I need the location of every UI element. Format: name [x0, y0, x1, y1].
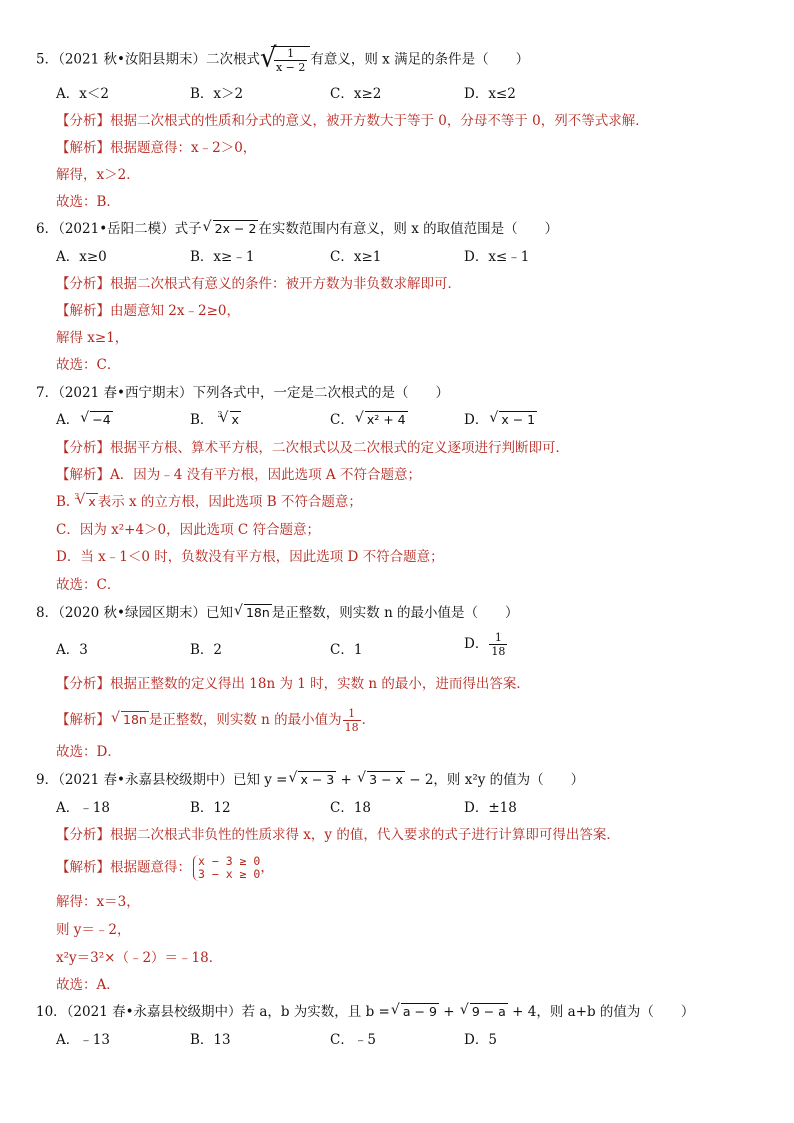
q8-stem-post: 是正整数，则实数 n 的最小值是（ ） — [271, 605, 519, 621]
q5-answer: 故选：B． — [56, 194, 120, 210]
q9-solution-pre: 【解析】根据题意得： — [56, 859, 191, 876]
q10-stem — [36, 1002, 754, 1022]
q7-option-a-radical — [81, 410, 112, 430]
q10-stem-post: + 4，则 a+b 的值为（ ） — [507, 1004, 695, 1020]
q7-stem: 7．（2021 春•西宁期末）下列各式中，一定是二次根式的是（ ） — [36, 385, 449, 401]
q9-solution — [56, 855, 754, 881]
q8-option-d-den: 18 — [491, 645, 506, 658]
q6-stem — [36, 219, 754, 239]
q5-stem — [36, 46, 754, 74]
q5-option-b: B．x＞2 — [190, 86, 244, 102]
q7-line-d: D．当 x﹣1＜0 时，负数没有平方根，因此选项 D 不符合题意； — [56, 549, 444, 565]
q10-radicand-2: 9 − a — [471, 1004, 506, 1019]
q6-step1: 解得 x≥1， — [56, 330, 129, 346]
q10-option-c: C．﹣5 — [330, 1032, 376, 1048]
q6-option-c: C．x≥1 — [330, 249, 382, 265]
q6-option-a: A．x≥0 — [56, 249, 107, 265]
q10-option-b: B．13 — [190, 1032, 231, 1048]
q7-line-b-index: 3 — [74, 492, 80, 501]
q7-option-c-label: C． — [330, 412, 354, 428]
q8-option-b: B．2 — [190, 642, 223, 658]
q6-radical — [204, 219, 259, 239]
q10-radicand-1: a − 9 — [402, 1004, 437, 1019]
q9-radicand-2: 3 − x — [369, 772, 403, 787]
q6-option-d: D．x≤﹣1 — [464, 249, 530, 265]
q9-option-d: D．±18 — [464, 800, 517, 816]
q9-analysis: 【分析】根据二次根式非负性的性质求得 x，y 的值，代入要求的式子进行计算即可得出答案． — [56, 827, 620, 843]
q9-system-eq1: x − 3 ≥ 0 — [198, 854, 261, 868]
q8-stem-pre: 8．（2020 秋•绿园区期末）已知 — [36, 605, 233, 621]
q8-option-a: A．3 — [56, 642, 88, 658]
q9-radicand-1: x − 3 — [300, 772, 335, 787]
q9-stem — [36, 770, 754, 790]
q10-plus: + — [438, 1004, 459, 1020]
q8-solution — [56, 707, 754, 734]
q9-answer: 故选：A． — [56, 977, 120, 993]
q9-option-c: C．18 — [330, 800, 372, 816]
q7-line-b-post: 表示 x 的立方根，因此选项 B 不符合题意； — [97, 494, 362, 510]
q7-solution: 【解析】A．因为﹣4 没有平方根，因此选项 A 不符合题意； — [56, 467, 421, 483]
q7-option-b-label: B． — [190, 412, 214, 428]
q5-analysis: 【分析】根据二次根式的性质和分式的意义，被开方数大于等于 0，分母不等于 0，列不等式求解． — [56, 113, 649, 129]
q8-option-d — [464, 631, 508, 658]
q10-radical-2 — [461, 1002, 508, 1022]
q8-option-c: C．1 — [330, 642, 363, 658]
q7-option-d-radicand: x − 1 — [501, 412, 536, 427]
q8-option-d-label: D． — [464, 636, 489, 652]
q7-option-b-index: 3 — [217, 410, 223, 419]
q6-option-b: B．x≥﹣1 — [190, 249, 255, 265]
q8-solution-pre: 【解析】 — [56, 712, 110, 728]
q6-analysis: 【分析】根据二次根式有意义的条件：被开方数为非负数求解即可． — [56, 276, 461, 292]
q7-option-d — [464, 410, 537, 430]
q6-solution: 【解析】由题意知 2x﹣2≥0， — [56, 303, 240, 319]
q5-option-d: D．x≤2 — [464, 86, 516, 102]
q7-option-b — [190, 410, 241, 432]
q10-option-d: D．5 — [464, 1032, 497, 1048]
q7-line-b-radicand: x — [88, 494, 96, 509]
q9-solution-end: ， — [260, 859, 274, 876]
q10-stem-pre: 10．（2021 春•永嘉县校级期中）若 a，b 为实数，且 b = — [36, 1004, 390, 1020]
q9-plus: + — [336, 772, 357, 788]
q8-radicand: 18n — [245, 605, 270, 620]
q6-stem-pre: 6．（2021•岳阳二模）式子 — [36, 221, 202, 237]
q7-option-b-radical — [221, 410, 241, 430]
q7-analysis: 【分析】根据平方根、算术平方根，二次根式以及二次根式的定义逐项进行判断即可． — [56, 440, 569, 456]
q9-radical-2 — [358, 770, 405, 790]
q7-option-d-label: D． — [464, 412, 489, 428]
q7-option-c — [330, 410, 408, 430]
q9-option-a: A．﹣18 — [56, 800, 110, 816]
q8-stem — [36, 603, 754, 623]
q5-option-a: A．x＜2 — [56, 86, 109, 102]
q7-option-d-radical — [490, 410, 537, 430]
q8-option-d-num: 1 — [494, 631, 502, 644]
q8-option-d-frac — [489, 631, 507, 658]
q7-option-a — [56, 410, 113, 430]
q8-solution-frac — [343, 707, 361, 734]
q6-answer: 故选：C． — [56, 357, 121, 373]
q10-radical-1 — [392, 1002, 439, 1022]
q9-system — [193, 855, 260, 881]
q5-frac-num: √ 1 — [287, 47, 295, 60]
q9-step1: 解得：x＝3， — [56, 894, 140, 910]
q5-option-c: C．x≥2 — [330, 86, 382, 102]
q7-line-b-pre: B. — [56, 494, 71, 510]
q7-option-c-radical — [356, 410, 408, 430]
q9-radical-1 — [289, 770, 336, 790]
q7-option-a-label: A． — [56, 412, 80, 428]
q9-step3: x²y＝3²×（﹣2）＝﹣18． — [56, 950, 223, 966]
q5-solution: 【解析】根据题意得：x﹣2＞0， — [56, 140, 257, 156]
q5-step1: 解得，x＞2． — [56, 167, 140, 183]
q8-answer: 故选：D． — [56, 744, 121, 760]
q7-answer: 故选：C． — [56, 577, 121, 593]
q5-frac-den: x − 2 — [275, 61, 306, 74]
q10-option-a: A．﹣13 — [56, 1032, 110, 1048]
q7-option-a-radicand: −4 — [92, 412, 111, 427]
q5-radical — [260, 46, 310, 74]
q8-solution-radical — [112, 710, 149, 730]
q7-line-b — [56, 492, 754, 514]
q7-line-c: C．因为 x²+4＞0，因此选项 C 符合题意； — [56, 522, 321, 538]
q8-solution-radicand: 18n — [123, 712, 147, 727]
q8-solution-end: ． — [361, 712, 376, 728]
q8-solution-mid: 是正整数，则实数 n 的最小值为 — [148, 712, 342, 728]
q6-stem-post: 在实数范围内有意义，则 x 的取值范围是（ ） — [258, 221, 559, 237]
q6-radicand: 2x − 2 — [214, 221, 257, 236]
q7-option-c-radicand: x² + 4 — [366, 412, 406, 427]
q9-system-eq2: 3 − x ≥ 0 — [198, 867, 261, 881]
q5-stem-pre: 5．（2021 秋•汝阳县期末）二次根式 — [36, 51, 260, 68]
q9-step2: 则 y＝﹣2， — [56, 922, 131, 938]
q9-stem-post: − 2，则 x²y 的值为（ ） — [404, 772, 585, 788]
q5-stem-post: 有意义，则 x 满足的条件是（ ） — [310, 51, 530, 68]
q8-analysis: 【分析】根据正整数的定义得出 18n 为 1 时，实数 n 的最小，进而得出答案． — [56, 676, 530, 692]
q8-solution-num: 1 — [348, 707, 356, 720]
q7-line-b-radical — [77, 492, 97, 512]
q9-option-b: B．12 — [190, 800, 231, 816]
q8-solution-den: 18 — [344, 721, 359, 734]
q9-stem-pre: 9．（2021 春•永嘉县校级期中）已知 y = — [36, 772, 288, 788]
q7-option-b-radicand: x — [231, 412, 239, 427]
q8-radical — [235, 603, 272, 623]
